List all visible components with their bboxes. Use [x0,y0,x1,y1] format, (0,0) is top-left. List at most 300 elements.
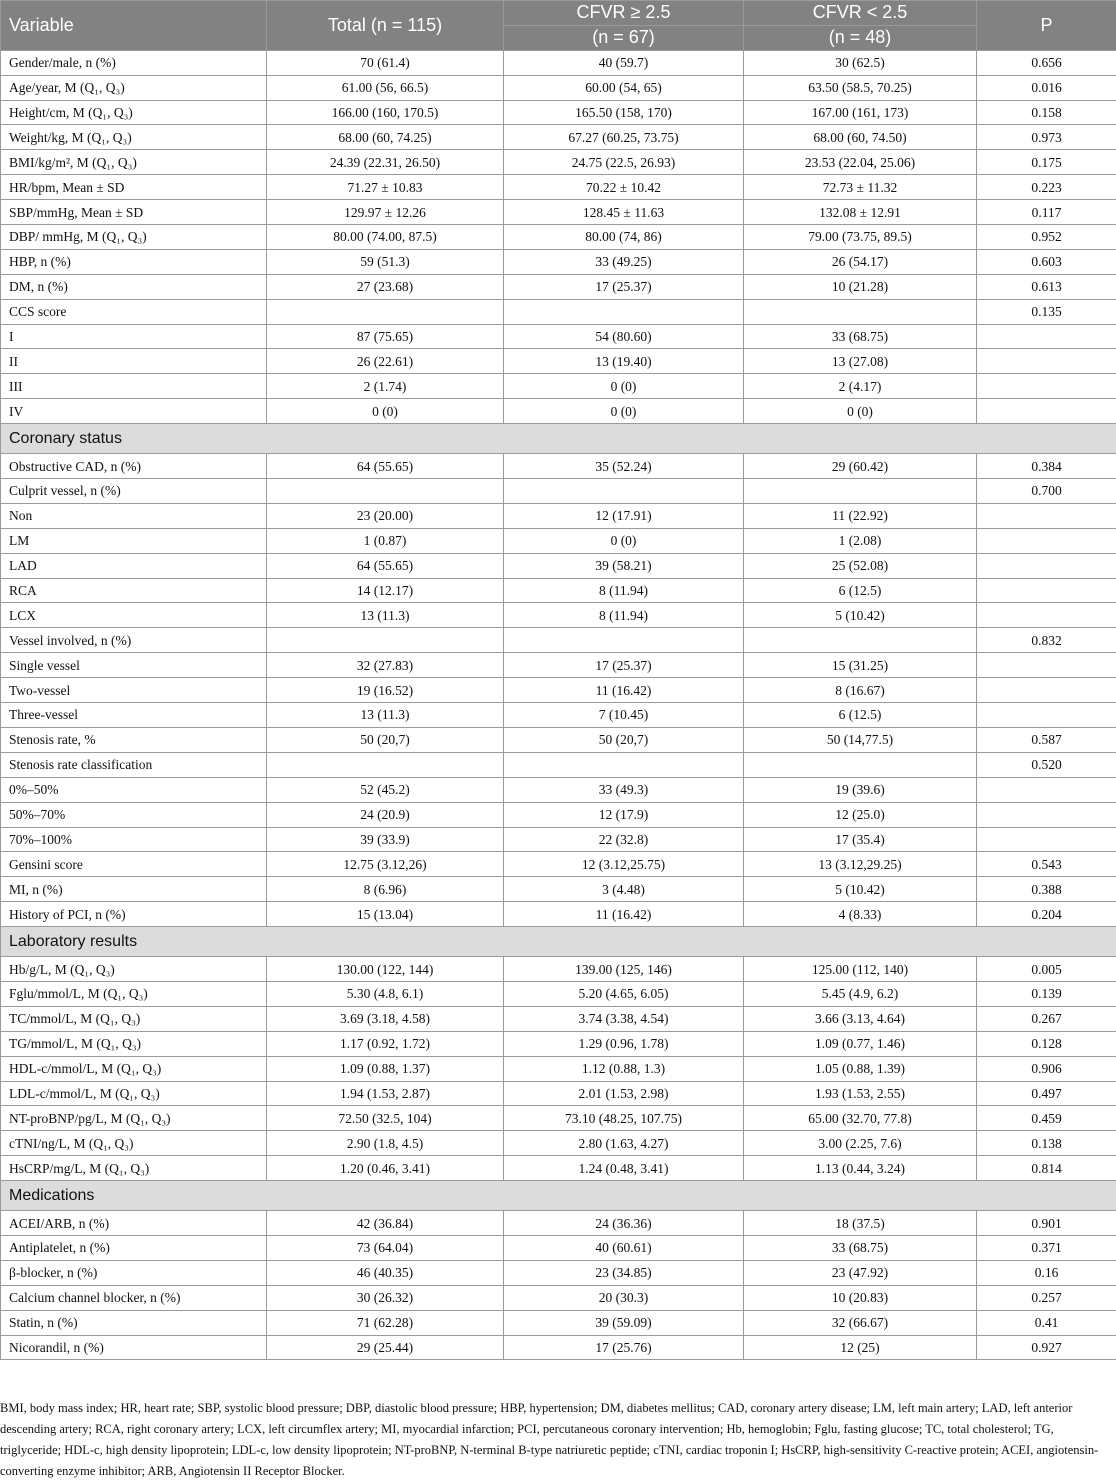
cell-total: 23 (20.00) [267,503,504,528]
section-title: Coronary status [1,424,1116,454]
table-row [1,1335,1116,1360]
cell-total: 24.39 (22.31, 26.50) [267,150,504,175]
cell-cfvr-low [744,479,977,504]
cell-cfvr-high: 39 (59.09) [504,1310,744,1335]
cell-p-value: 0.41 [977,1310,1116,1335]
cell-p-value: 0.267 [977,1006,1116,1031]
cell-p-value [977,603,1116,628]
table-row [1,703,1116,728]
cell-total: 59 (51.3) [267,249,504,274]
cell-cfvr-high: 17 (25.37) [504,653,744,678]
cell-total: 70 (61.4) [267,50,504,75]
cell-cfvr-low: 15 (31.25) [744,653,977,678]
cell-cfvr-high: 1.29 (0.96, 1.78) [504,1031,744,1056]
cell-cfvr-low: 72.73 ± 11.32 [744,175,977,200]
cell-p-value: 0.175 [977,150,1116,175]
cell-cfvr-low: 10 (20.83) [744,1285,977,1310]
row-label: Vessel involved, n (%) [1,628,267,653]
cell-p-value [977,678,1116,703]
cell-cfvr-high: 67.27 (60.25, 73.75) [504,125,744,150]
cell-cfvr-low: 32 (66.67) [744,1310,977,1335]
cell-cfvr-high [504,299,744,324]
table-row [1,1235,1116,1260]
cell-cfvr-high: 12 (17.9) [504,802,744,827]
header-variable: Variable [1,1,267,51]
cell-total: 8 (6.96) [267,877,504,902]
cell-cfvr-low: 68.00 (60, 74.50) [744,125,977,150]
cell-p-value: 0.117 [977,200,1116,225]
cell-cfvr-low: 17 (35.4) [744,827,977,852]
cell-total [267,479,504,504]
cell-cfvr-high: 60.00 (54, 65) [504,75,744,100]
row-label: CCS score [1,299,267,324]
cell-total [267,752,504,777]
cell-cfvr-high: 7 (10.45) [504,703,744,728]
cell-cfvr-low: 23 (47.92) [744,1260,977,1285]
cell-cfvr-high: 40 (59.7) [504,50,744,75]
table-row [1,299,1116,324]
table-row [1,553,1116,578]
row-label: Calcium channel blocker, n (%) [1,1285,267,1310]
cell-total: 1 (0.87) [267,528,504,553]
header-group2: CFVR < 2.5 [744,1,977,26]
row-label: HsCRP/mg/L, M (Q₁, Q₃) [1,1156,267,1181]
cell-cfvr-low: 12 (25) [744,1335,977,1360]
cell-total: 2.90 (1.8, 4.5) [267,1131,504,1156]
cell-p-value: 0.204 [977,902,1116,927]
cell-cfvr-high: 5.20 (4.65, 6.05) [504,981,744,1006]
cell-p-value: 0.497 [977,1081,1116,1106]
row-label: LAD [1,553,267,578]
cell-total: 26 (22.61) [267,349,504,374]
cell-total [267,299,504,324]
cell-total: 73 (64.04) [267,1235,504,1260]
cell-total [267,628,504,653]
cell-cfvr-high: 40 (60.61) [504,1235,744,1260]
cell-cfvr-high: 80.00 (74, 86) [504,225,744,250]
cell-total: 1.09 (0.88, 1.37) [267,1056,504,1081]
row-label: Non [1,503,267,528]
table-row [1,225,1116,250]
cell-p-value: 0.138 [977,1131,1116,1156]
cell-total: 3.69 (3.18, 4.58) [267,1006,504,1031]
row-label: Height/cm, M (Q₁, Q₃) [1,100,267,125]
cell-cfvr-low: 65.00 (32.70, 77.8) [744,1106,977,1131]
row-label: Two-vessel [1,678,267,703]
cell-cfvr-high: 0 (0) [504,374,744,399]
row-label: β-blocker, n (%) [1,1260,267,1285]
row-label: LDL-c/mmol/L, M (Q₁, Q₃) [1,1081,267,1106]
cell-p-value [977,503,1116,528]
cell-p-value: 0.587 [977,727,1116,752]
cell-cfvr-high: 20 (30.3) [504,1285,744,1310]
cell-p-value: 0.613 [977,274,1116,299]
table-row [1,50,1116,75]
cell-cfvr-low: 11 (22.92) [744,503,977,528]
table-row [1,752,1116,777]
cell-p-value: 0.603 [977,249,1116,274]
cell-cfvr-low: 5 (10.42) [744,877,977,902]
table-row [1,802,1116,827]
table-row [1,175,1116,200]
cell-cfvr-high: 165.50 (158, 170) [504,100,744,125]
row-label: II [1,349,267,374]
cell-p-value: 0.371 [977,1235,1116,1260]
cell-total: 71.27 ± 10.83 [267,175,504,200]
cell-p-value [977,374,1116,399]
table-row [1,1006,1116,1031]
cell-p-value: 0.901 [977,1211,1116,1236]
cell-p-value [977,349,1116,374]
cell-p-value [977,802,1116,827]
cell-total: 42 (36.84) [267,1211,504,1236]
row-label: Antiplatelet, n (%) [1,1235,267,1260]
cell-total: 130.00 (122, 144) [267,957,504,982]
section-title: Medications [1,1181,1116,1211]
row-label: ACEI/ARB, n (%) [1,1211,267,1236]
cell-cfvr-low: 132.08 ± 12.91 [744,200,977,225]
row-label: HR/bpm, Mean ± SD [1,175,267,200]
cell-total: 46 (40.35) [267,1260,504,1285]
cell-cfvr-low: 1.93 (1.53, 2.55) [744,1081,977,1106]
row-label: BMI/kg/m², M (Q₁, Q₃) [1,150,267,175]
cell-cfvr-low: 12 (25.0) [744,802,977,827]
row-label: 70%–100% [1,827,267,852]
cell-cfvr-high: 54 (80.60) [504,324,744,349]
table-row [1,1211,1116,1236]
table-row [1,454,1116,479]
cell-total: 30 (26.32) [267,1285,504,1310]
cell-total: 0 (0) [267,399,504,424]
table-body [1,50,1116,1360]
cell-p-value [977,827,1116,852]
cell-cfvr-high: 33 (49.25) [504,249,744,274]
cell-total: 32 (27.83) [267,653,504,678]
cell-cfvr-high: 24 (36.36) [504,1211,744,1236]
table-row [1,578,1116,603]
row-label: NT-proBNP/pg/L, M (Q₁, Q₃) [1,1106,267,1131]
cell-p-value [977,528,1116,553]
cell-cfvr-low: 13 (27.08) [744,349,977,374]
cell-cfvr-high: 3.74 (3.38, 4.54) [504,1006,744,1031]
cell-cfvr-low: 0 (0) [744,399,977,424]
cell-p-value: 0.520 [977,752,1116,777]
row-label: Weight/kg, M (Q₁, Q₃) [1,125,267,150]
cell-cfvr-low: 4 (8.33) [744,902,977,927]
cell-cfvr-low: 6 (12.5) [744,703,977,728]
row-label: RCA [1,578,267,603]
cell-cfvr-low: 3.66 (3.13, 4.64) [744,1006,977,1031]
cell-p-value: 0.005 [977,957,1116,982]
cell-p-value: 0.128 [977,1031,1116,1056]
cell-p-value: 0.158 [977,100,1116,125]
row-label: History of PCI, n (%) [1,902,267,927]
section-row [1,424,1116,454]
cell-cfvr-low: 125.00 (112, 140) [744,957,977,982]
cell-cfvr-high: 17 (25.37) [504,274,744,299]
table-row [1,902,1116,927]
table-row [1,100,1116,125]
cell-cfvr-low: 5.45 (4.9, 6.2) [744,981,977,1006]
row-label: Statin, n (%) [1,1310,267,1335]
cell-total: 5.30 (4.8, 6.1) [267,981,504,1006]
table-row [1,249,1116,274]
cell-cfvr-low: 10 (21.28) [744,274,977,299]
cell-total: 13 (11.3) [267,603,504,628]
cell-total: 15 (13.04) [267,902,504,927]
row-label: Age/year, M (Q₁, Q₃) [1,75,267,100]
cell-cfvr-high: 39 (58.21) [504,553,744,578]
table-row [1,75,1116,100]
header-p: P [977,1,1116,51]
row-label: Three-vessel [1,703,267,728]
cell-cfvr-high: 13 (19.40) [504,349,744,374]
row-label: Culprit vessel, n (%) [1,479,267,504]
table-row [1,628,1116,653]
section-row [1,1181,1116,1211]
table-row [1,1106,1116,1131]
cell-total: 71 (62.28) [267,1310,504,1335]
cell-p-value [977,399,1116,424]
cell-cfvr-low: 6 (12.5) [744,578,977,603]
cell-p-value: 0.388 [977,877,1116,902]
cell-cfvr-low: 167.00 (161, 173) [744,100,977,125]
row-label: Nicorandil, n (%) [1,1335,267,1360]
table-row [1,653,1116,678]
table-row [1,503,1116,528]
cell-cfvr-high: 2.80 (1.63, 4.27) [504,1131,744,1156]
table-row [1,777,1116,802]
cell-p-value: 0.139 [977,981,1116,1006]
cell-p-value: 0.832 [977,628,1116,653]
cell-total: 72.50 (32.5, 104) [267,1106,504,1131]
cell-cfvr-high: 0 (0) [504,399,744,424]
cell-total: 1.94 (1.53, 2.87) [267,1081,504,1106]
table-row [1,1310,1116,1335]
cell-p-value: 0.543 [977,852,1116,877]
cell-cfvr-low: 33 (68.75) [744,1235,977,1260]
cell-cfvr-low: 3.00 (2.25, 7.6) [744,1131,977,1156]
cell-p-value: 0.973 [977,125,1116,150]
row-label: Gensini score [1,852,267,877]
cell-p-value [977,578,1116,603]
row-label: 50%–70% [1,802,267,827]
cell-p-value [977,553,1116,578]
row-label: DM, n (%) [1,274,267,299]
cell-cfvr-low: 33 (68.75) [744,324,977,349]
row-label: Fglu/mmol/L, M (Q₁, Q₃) [1,981,267,1006]
cell-cfvr-high: 1.24 (0.48, 3.41) [504,1156,744,1181]
cell-total: 24 (20.9) [267,802,504,827]
cell-cfvr-high [504,628,744,653]
table-row [1,374,1116,399]
cell-cfvr-high: 22 (32.8) [504,827,744,852]
table-row [1,1156,1116,1181]
cell-total: 87 (75.65) [267,324,504,349]
cell-cfvr-high: 3 (4.48) [504,877,744,902]
cell-p-value [977,653,1116,678]
cell-p-value: 0.656 [977,50,1116,75]
cell-total: 12.75 (3.12,26) [267,852,504,877]
table-row [1,324,1116,349]
cell-p-value [977,324,1116,349]
cell-total: 2 (1.74) [267,374,504,399]
cell-total: 39 (33.9) [267,827,504,852]
cell-cfvr-low: 19 (39.6) [744,777,977,802]
cell-cfvr-high: 1.12 (0.88, 1.3) [504,1056,744,1081]
section-row [1,927,1116,957]
cell-cfvr-low: 50 (14,77.5) [744,727,977,752]
cell-total: 64 (55.65) [267,454,504,479]
row-label: MI, n (%) [1,877,267,902]
cell-cfvr-high: 73.10 (48.25, 107.75) [504,1106,744,1131]
table-row [1,981,1116,1006]
cell-p-value: 0.257 [977,1285,1116,1310]
cell-p-value: 0.814 [977,1156,1116,1181]
row-label: TG/mmol/L, M (Q₁, Q₃) [1,1031,267,1056]
table-row [1,274,1116,299]
row-label: SBP/mmHg, Mean ± SD [1,200,267,225]
row-label: Single vessel [1,653,267,678]
table-row [1,1285,1116,1310]
cell-cfvr-low [744,299,977,324]
table-row [1,827,1116,852]
table-row [1,1131,1116,1156]
row-label: IV [1,399,267,424]
cell-p-value: 0.16 [977,1260,1116,1285]
cell-cfvr-high: 12 (3.12,25.75) [504,852,744,877]
cell-p-value: 0.952 [977,225,1116,250]
cell-cfvr-low: 1 (2.08) [744,528,977,553]
cell-total: 64 (55.65) [267,553,504,578]
cell-cfvr-high: 24.75 (22.5, 26.93) [504,150,744,175]
row-label: TC/mmol/L, M (Q₁, Q₃) [1,1006,267,1031]
cell-total: 80.00 (74.00, 87.5) [267,225,504,250]
cell-cfvr-low: 29 (60.42) [744,454,977,479]
cell-p-value: 0.459 [977,1106,1116,1131]
header-group1: CFVR ≥ 2.5 [504,1,744,26]
table-row [1,957,1116,982]
header-total: Total (n = 115) [267,1,504,51]
cell-p-value: 0.700 [977,479,1116,504]
cell-cfvr-low: 2 (4.17) [744,374,977,399]
cell-total: 52 (45.2) [267,777,504,802]
table-row [1,1260,1116,1285]
table-row [1,678,1116,703]
cell-total: 68.00 (60, 74.25) [267,125,504,150]
table-row [1,1056,1116,1081]
cell-cfvr-high: 139.00 (125, 146) [504,957,744,982]
row-label: HBP, n (%) [1,249,267,274]
cell-total: 1.20 (0.46, 3.41) [267,1156,504,1181]
cell-cfvr-low: 63.50 (58.5, 70.25) [744,75,977,100]
section-title: Laboratory results [1,927,1116,957]
cell-cfvr-low: 18 (37.5) [744,1211,977,1236]
table-row [1,125,1116,150]
row-label: III [1,374,267,399]
table-row [1,1031,1116,1056]
cell-cfvr-low: 1.13 (0.44, 3.24) [744,1156,977,1181]
cell-total: 50 (20,7) [267,727,504,752]
cell-cfvr-high: 33 (49.3) [504,777,744,802]
cell-cfvr-low: 23.53 (22.04, 25.06) [744,150,977,175]
header-group2-n: (n = 48) [744,25,977,50]
cell-total: 14 (12.17) [267,578,504,603]
row-label: LM [1,528,267,553]
table-row [1,877,1116,902]
cell-cfvr-low: 1.09 (0.77, 1.46) [744,1031,977,1056]
cell-cfvr-high: 23 (34.85) [504,1260,744,1285]
cell-p-value: 0.223 [977,175,1116,200]
cell-p-value: 0.384 [977,454,1116,479]
header-group1-n: (n = 67) [504,25,744,50]
table-row [1,150,1116,175]
cell-cfvr-high: 0 (0) [504,528,744,553]
cell-p-value: 0.016 [977,75,1116,100]
table-row [1,399,1116,424]
cell-cfvr-high: 12 (17.91) [504,503,744,528]
cell-cfvr-high: 8 (11.94) [504,603,744,628]
row-label: HDL-c/mmol/L, M (Q₁, Q₃) [1,1056,267,1081]
cell-cfvr-low: 26 (54.17) [744,249,977,274]
cell-total: 61.00 (56, 66.5) [267,75,504,100]
cell-cfvr-high: 128.45 ± 11.63 [504,200,744,225]
cell-p-value: 0.906 [977,1056,1116,1081]
cell-p-value: 0.927 [977,1335,1116,1360]
row-label: Stenosis rate, % [1,727,267,752]
cell-total: 27 (23.68) [267,274,504,299]
cell-cfvr-low [744,752,977,777]
table-row [1,727,1116,752]
cell-total: 166.00 (160, 170.5) [267,100,504,125]
cell-total: 1.17 (0.92, 1.72) [267,1031,504,1056]
cell-total: 129.97 ± 12.26 [267,200,504,225]
cell-cfvr-high: 50 (20,7) [504,727,744,752]
row-label: DBP/ mmHg, M (Q₁, Q₃) [1,225,267,250]
row-label: I [1,324,267,349]
cell-cfvr-low: 5 (10.42) [744,603,977,628]
row-label: Hb/g/L, M (Q₁, Q₃) [1,957,267,982]
cell-cfvr-high: 11 (16.42) [504,678,744,703]
cell-p-value [977,777,1116,802]
cell-cfvr-high [504,479,744,504]
cell-total: 29 (25.44) [267,1335,504,1360]
row-label: Obstructive CAD, n (%) [1,454,267,479]
cell-cfvr-high: 11 (16.42) [504,902,744,927]
cell-cfvr-low: 13 (3.12,29.25) [744,852,977,877]
cell-cfvr-low: 8 (16.67) [744,678,977,703]
row-label: 0%–50% [1,777,267,802]
cell-cfvr-low [744,628,977,653]
table-row [1,200,1116,225]
table-row [1,349,1116,374]
cell-cfvr-low: 30 (62.5) [744,50,977,75]
cell-cfvr-high: 35 (52.24) [504,454,744,479]
cell-total: 13 (11.3) [267,703,504,728]
table-row [1,603,1116,628]
cell-cfvr-high [504,752,744,777]
cell-cfvr-high: 17 (25.76) [504,1335,744,1360]
table-row [1,1081,1116,1106]
table-row [1,528,1116,553]
cell-total: 19 (16.52) [267,678,504,703]
cell-p-value: 0.135 [977,299,1116,324]
cell-cfvr-high: 8 (11.94) [504,578,744,603]
cell-cfvr-low: 1.05 (0.88, 1.39) [744,1056,977,1081]
row-label: Gender/male, n (%) [1,50,267,75]
cell-cfvr-low: 25 (52.08) [744,553,977,578]
table-row [1,852,1116,877]
